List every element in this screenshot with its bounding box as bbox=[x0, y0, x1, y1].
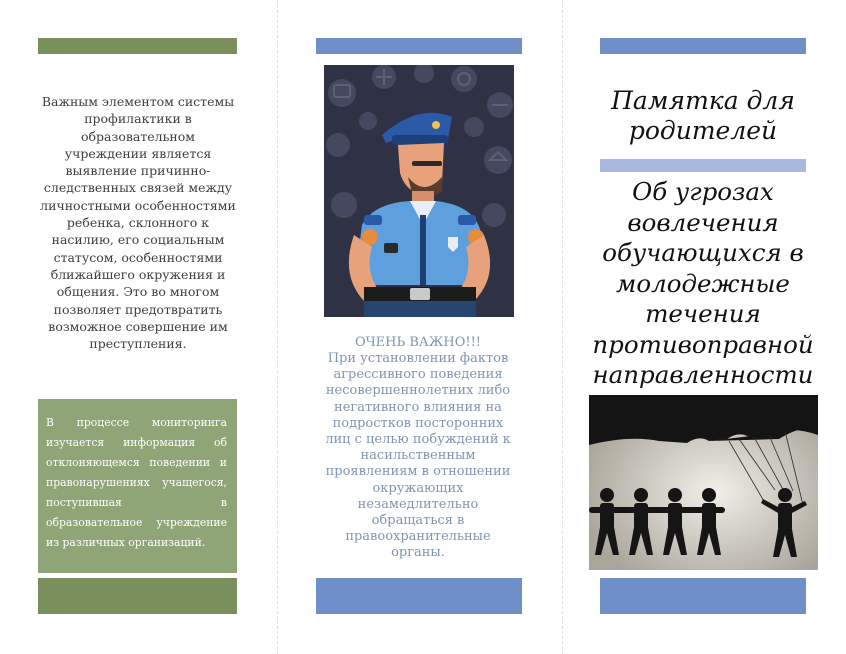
police-officer-illustration bbox=[324, 65, 514, 317]
important-heading: ОЧЕНЬ ВАЖНО!!! bbox=[354, 335, 482, 350]
left-intro-text: Важным элементом системы профилактики в образовательном учреждении является выявление причинно-следственных связей между личностными особенностями ребенка, склонного к насилию, его социальным статусом, особенностями ближайшего окружения и общения. Это во многом позволяет предотвратить возможное совершение им преступления. bbox=[40, 94, 236, 352]
monitoring-info-box bbox=[38, 399, 237, 573]
middle-bottom-bar bbox=[316, 578, 522, 614]
memo-title: Памятка для родителей bbox=[611, 86, 795, 145]
left-bottom-bar bbox=[38, 578, 237, 614]
puppet-hand-illustration bbox=[589, 395, 818, 570]
right-top-bar bbox=[600, 38, 806, 54]
left-top-bar bbox=[38, 38, 237, 54]
middle-top-bar bbox=[316, 38, 522, 54]
right-divider-bar bbox=[600, 159, 806, 172]
memo-subtitle: Об угрозах вовлечения обучающихся в молодежные течения противоправной направленности bbox=[592, 177, 814, 389]
fold-line-left bbox=[277, 0, 278, 654]
monitoring-info-text: В процессе мониторинга изучается информация об отклоняющемся поведении и правонарушениях учащегося, поступившая в образовательное учреждение из различных организаций. bbox=[46, 416, 227, 549]
important-text: При установлении фактов агрессивного поведения несовершеннолетних либо негативного влияния на подростков посторонних лиц с целью побуждений к насильственным проявлениям в отношении окружающих незамедлительно обращаться в правоохранительные органы. bbox=[325, 351, 511, 561]
fold-line-right bbox=[562, 0, 563, 654]
right-bottom-bar bbox=[600, 578, 806, 614]
